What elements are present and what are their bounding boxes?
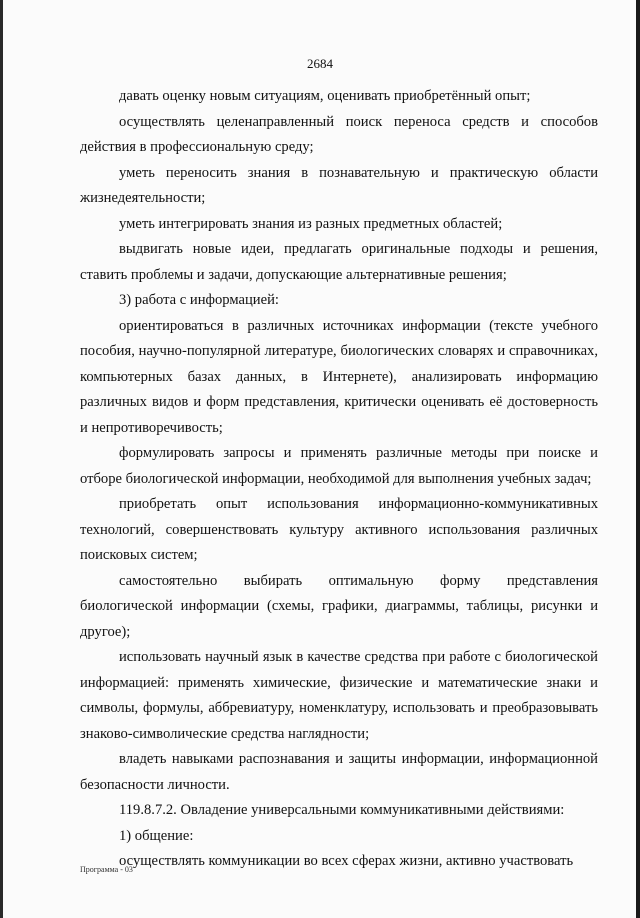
paragraph: уметь интегрировать знания из разных предметных областей; <box>119 215 503 232</box>
paragraph: давать оценку новым ситуациям, оценивать приобретённый опыт; <box>119 88 531 104</box>
paragraph: приобретать опыт использования информационно-коммуникативных технологий, совершенствовать культуру активного использования различных поисковых систем; <box>80 496 598 563</box>
paragraph: осуществлять коммуникации во всех сферах жизни, активно участвовать <box>119 853 574 869</box>
paragraph: формулировать запросы и применять различные методы при поиске и отборе биологической информации, необходимой для выполнения учебных задач; <box>80 445 598 487</box>
paragraph: ориентироваться в различных источниках информации (тексте учебного пособия, научно-популярной литературе, биологических словарях и справочниках, компьютерных базах данных, в Интернете), анализировать информацию различных видов и форм представления, критически оценивать её достоверность и непротиворечивость; <box>80 317 598 436</box>
footer-label: Программа - 03 <box>80 865 133 874</box>
paragraph: самостоятельно выбирать оптимальную форму представления биологической информации (схемы, графики, диаграммы, таблицы, рисунки и другое); <box>80 572 598 640</box>
paragraph: осуществлять целенаправленный поиск переноса средств и способов действия в профессиональную среду; <box>80 113 598 155</box>
subsection-heading: 1) общение: <box>119 827 194 844</box>
scan-edge-left <box>0 0 3 918</box>
paragraph: уметь переносить знания в познавательную и практическую области жизнедеятельности; <box>80 164 598 206</box>
section-heading: 119.8.7.2. Овладение универсальными коммуникативными действиями: <box>119 802 565 818</box>
paragraph: выдвигать новые идеи, предлагать оригинальные подходы и решения, ставить проблемы и задачи, допускающие альтернативные решения; <box>80 241 598 283</box>
body-text <box>80 84 598 875</box>
paragraph: 3) работа с информацией: <box>119 292 279 308</box>
page-number: 2684 <box>307 56 333 71</box>
paragraph: владеть навыками распознавания и защиты информации, информационной безопасности личности. <box>80 751 598 793</box>
paragraph: использовать научный язык в качестве средства при работе с биологической информацией: применять химические, физические и математические знаки и символы, формулы, аббревиатуру, номенклатуру, использовать и преобразовывать знаково-символические средства наглядности; <box>80 649 598 742</box>
scan-edge-right <box>636 0 640 918</box>
